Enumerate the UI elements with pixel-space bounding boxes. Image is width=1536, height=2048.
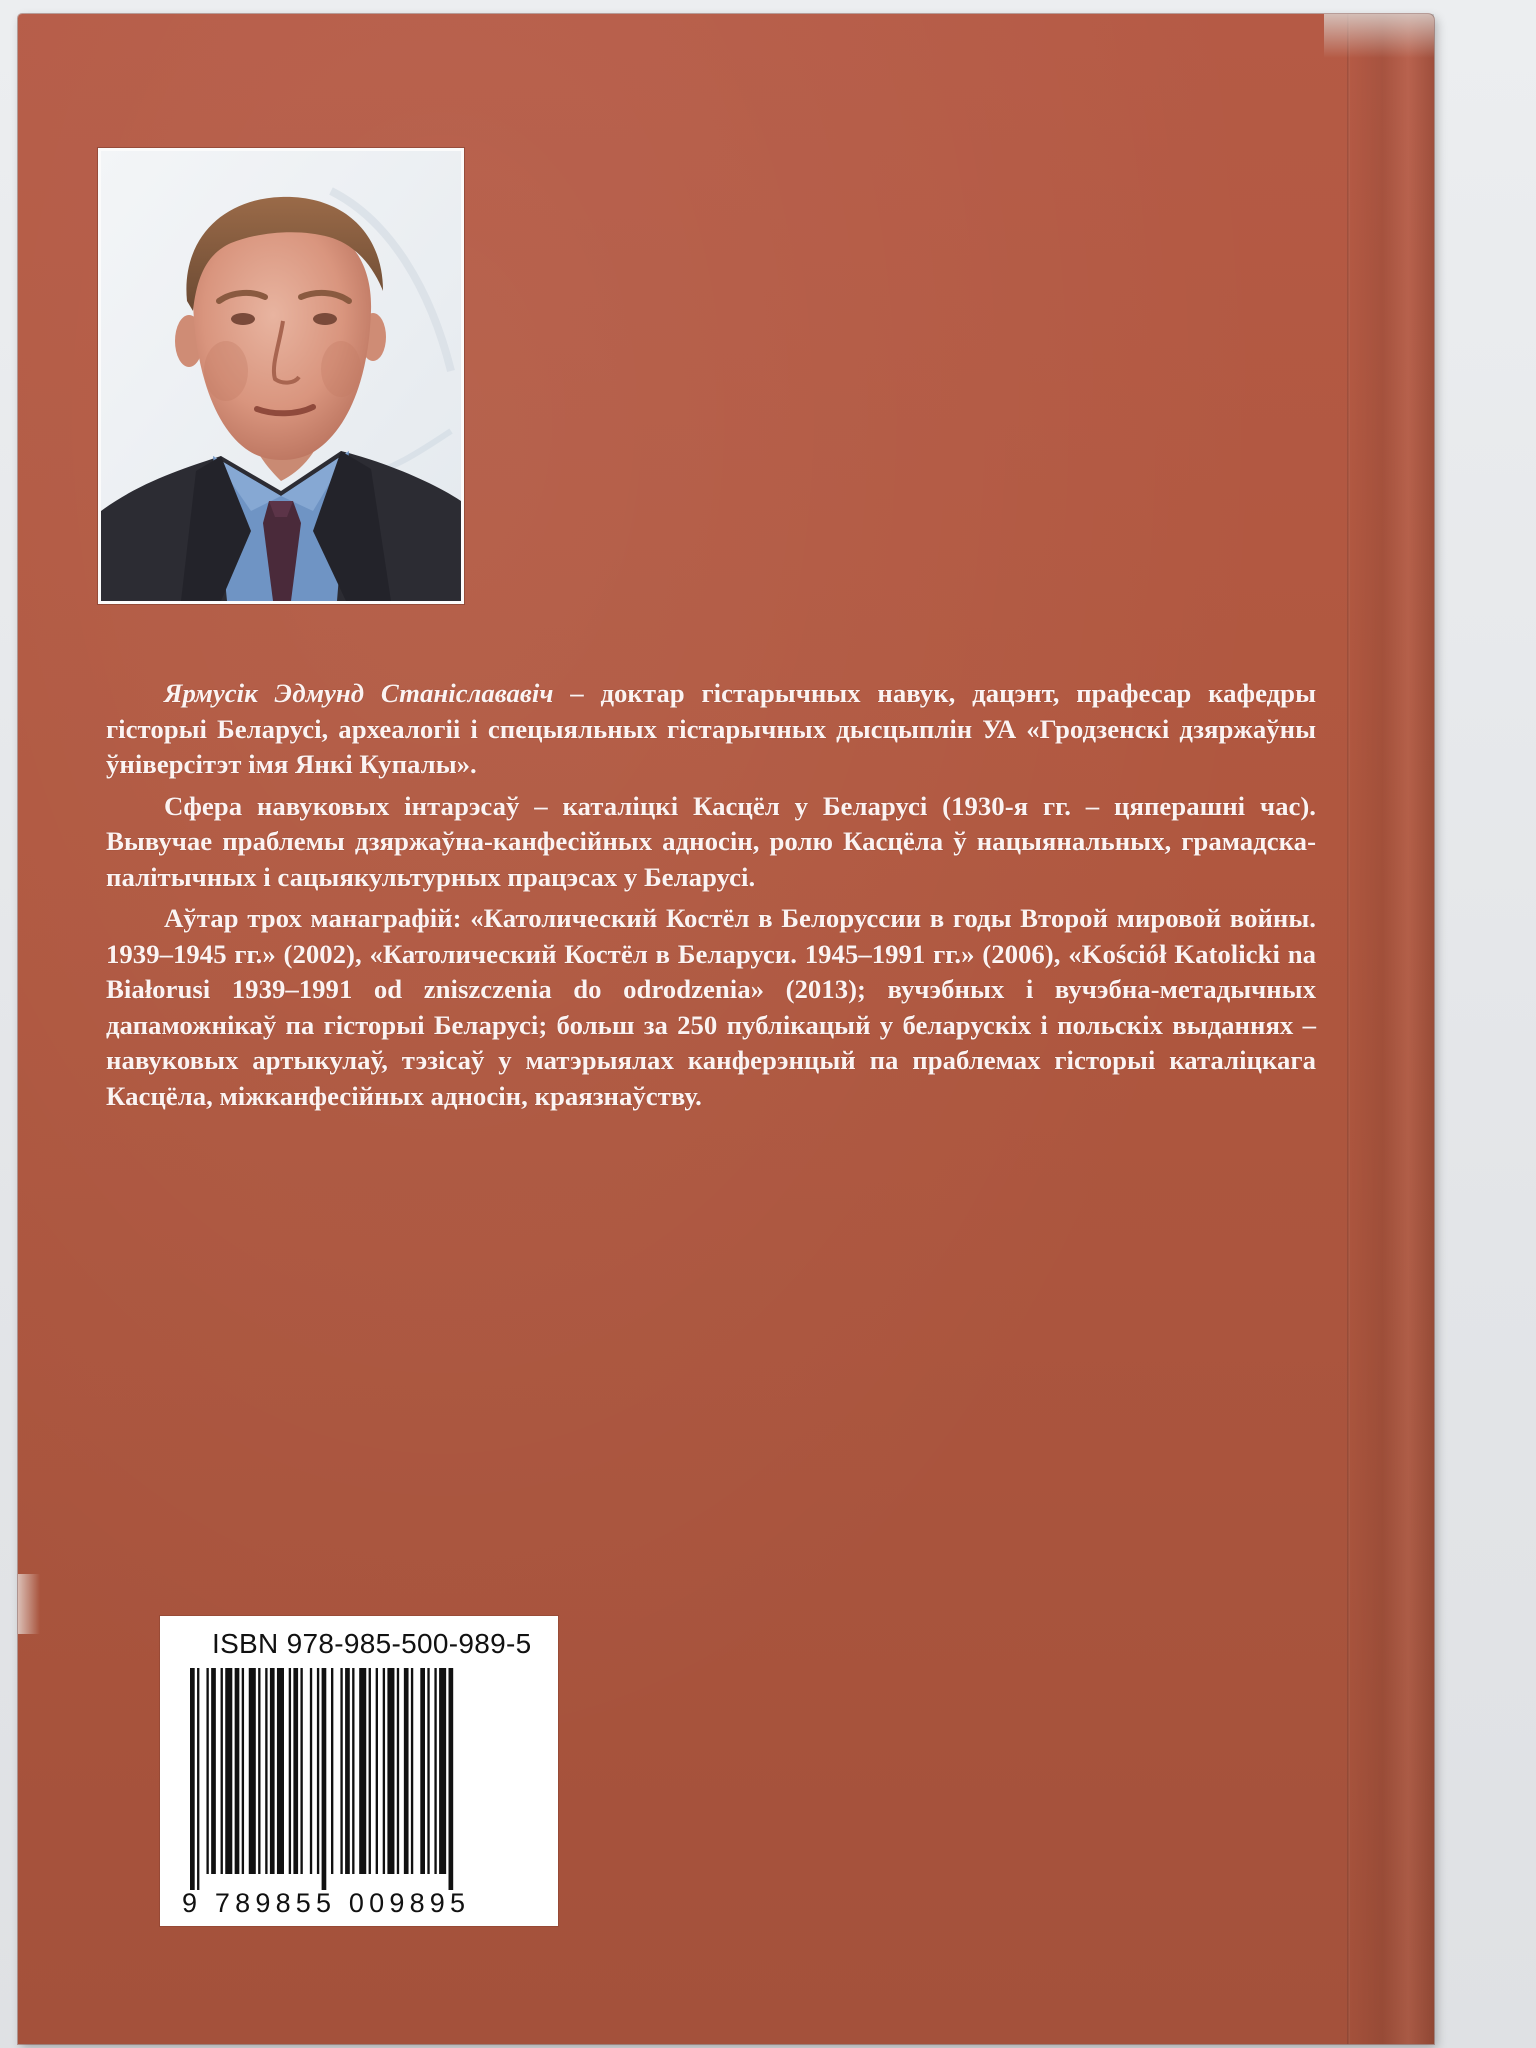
barcode-bar — [404, 1668, 409, 1874]
ean-digits: 9 789855 009895 — [182, 1888, 471, 1918]
barcode-bar — [221, 1668, 223, 1874]
barcode-bar — [434, 1668, 436, 1874]
barcode-bar — [225, 1668, 232, 1874]
worn-corner — [1324, 14, 1434, 58]
spine-shade — [1348, 14, 1434, 2044]
barcode-bar — [387, 1668, 394, 1874]
book-back-cover — [18, 14, 1434, 2044]
barcode-bar — [310, 1668, 312, 1874]
author-intro: – доктар гістарычных навук, дацэнт, прафесар кафедры гісторыі Беларусі, археалогіі і спецыяльных гістарычных дысцыплін УА «Гродзенскі дзяржаўны ўніверсітэт імя Янкі Купалы». — [106, 678, 1316, 779]
portrait-illustration — [101, 151, 461, 601]
barcode-bar — [369, 1668, 371, 1874]
barcode-bar — [293, 1668, 298, 1874]
barcode-bar — [277, 1668, 284, 1874]
author-portrait-photo — [98, 148, 464, 604]
barcode-bar — [411, 1668, 413, 1874]
barcode-bar — [345, 1668, 350, 1874]
barcode-bar — [317, 1668, 319, 1874]
bio-paragraph-intro — [106, 676, 1316, 783]
barcode-bar — [249, 1668, 256, 1874]
barcode-bar — [197, 1668, 199, 1890]
barcode-bar — [340, 1668, 342, 1874]
barcode-bar — [376, 1668, 378, 1874]
barcode-bar — [235, 1668, 240, 1874]
barcode-bar — [258, 1668, 260, 1874]
barcode-bar — [300, 1668, 302, 1874]
barcode-bar — [449, 1668, 454, 1890]
barcode-bar — [242, 1668, 244, 1874]
barcode-bar — [265, 1668, 267, 1874]
barcode-bar — [206, 1668, 208, 1874]
author-biography — [106, 676, 1316, 1120]
barcode-bar — [359, 1668, 366, 1874]
ean13-barcode-icon — [190, 1668, 528, 1890]
barcode-bar — [322, 1668, 327, 1890]
barcode-bar — [190, 1668, 195, 1890]
barcode-bar — [270, 1668, 275, 1874]
barcode-bar — [427, 1668, 429, 1874]
barcode-bar — [439, 1668, 446, 1874]
edge-wear — [18, 1574, 40, 1634]
bio-paragraph-publications: Аўтар трох манаграфій: «Католический Костёл в Белоруссии в годы Второй мировой войны. 1939–1945 гг.» (2002), «Католический Костёл в Беларуси. 1945–1991 гг.» (2006), «Kościół Katolicki na Białorusi 1939–1991 od zniszczenia do odrodzenia» (2013); вучэбных і вучэбна-метадычных дапаможнікаў па гісторыі Беларусі; больш за 250 публікацый у беларускіх і польскіх выданнях – навуковых артыкулаў, тэзісаў у матэрыялах канферэнцый па праблемах гісторыі каталіцкага Касцёла, міжканфесійных адносін, краязнаўству. — [106, 903, 1316, 1111]
barcode-bar — [211, 1668, 216, 1874]
barcode-bar — [420, 1668, 425, 1874]
bio-paragraph-interests: Сфера навуковых інтарэсаў – каталіцкі Касцёл у Беларусі (1930-я гг. – цяперашні час). Вывучае праблемы дзяржаўна-канфесійных адносін, ролю Касцёла ў нацыянальных, грамадска-палітычных і сацыякультурных працэсах у Беларусі. — [106, 790, 1316, 892]
isbn-number: ISBN 978-985-500-989-5 — [212, 1628, 532, 1659]
author-name: Ярмусік Эдмунд Станіслававіч — [164, 678, 554, 708]
barcode-bar — [289, 1668, 291, 1874]
barcode-bar — [331, 1668, 333, 1874]
spine-crease — [1347, 14, 1350, 2044]
barcode-bar — [383, 1668, 385, 1874]
barcode-bar — [352, 1668, 354, 1874]
barcode-bar — [397, 1668, 399, 1874]
isbn-barcode-label — [160, 1616, 558, 1926]
